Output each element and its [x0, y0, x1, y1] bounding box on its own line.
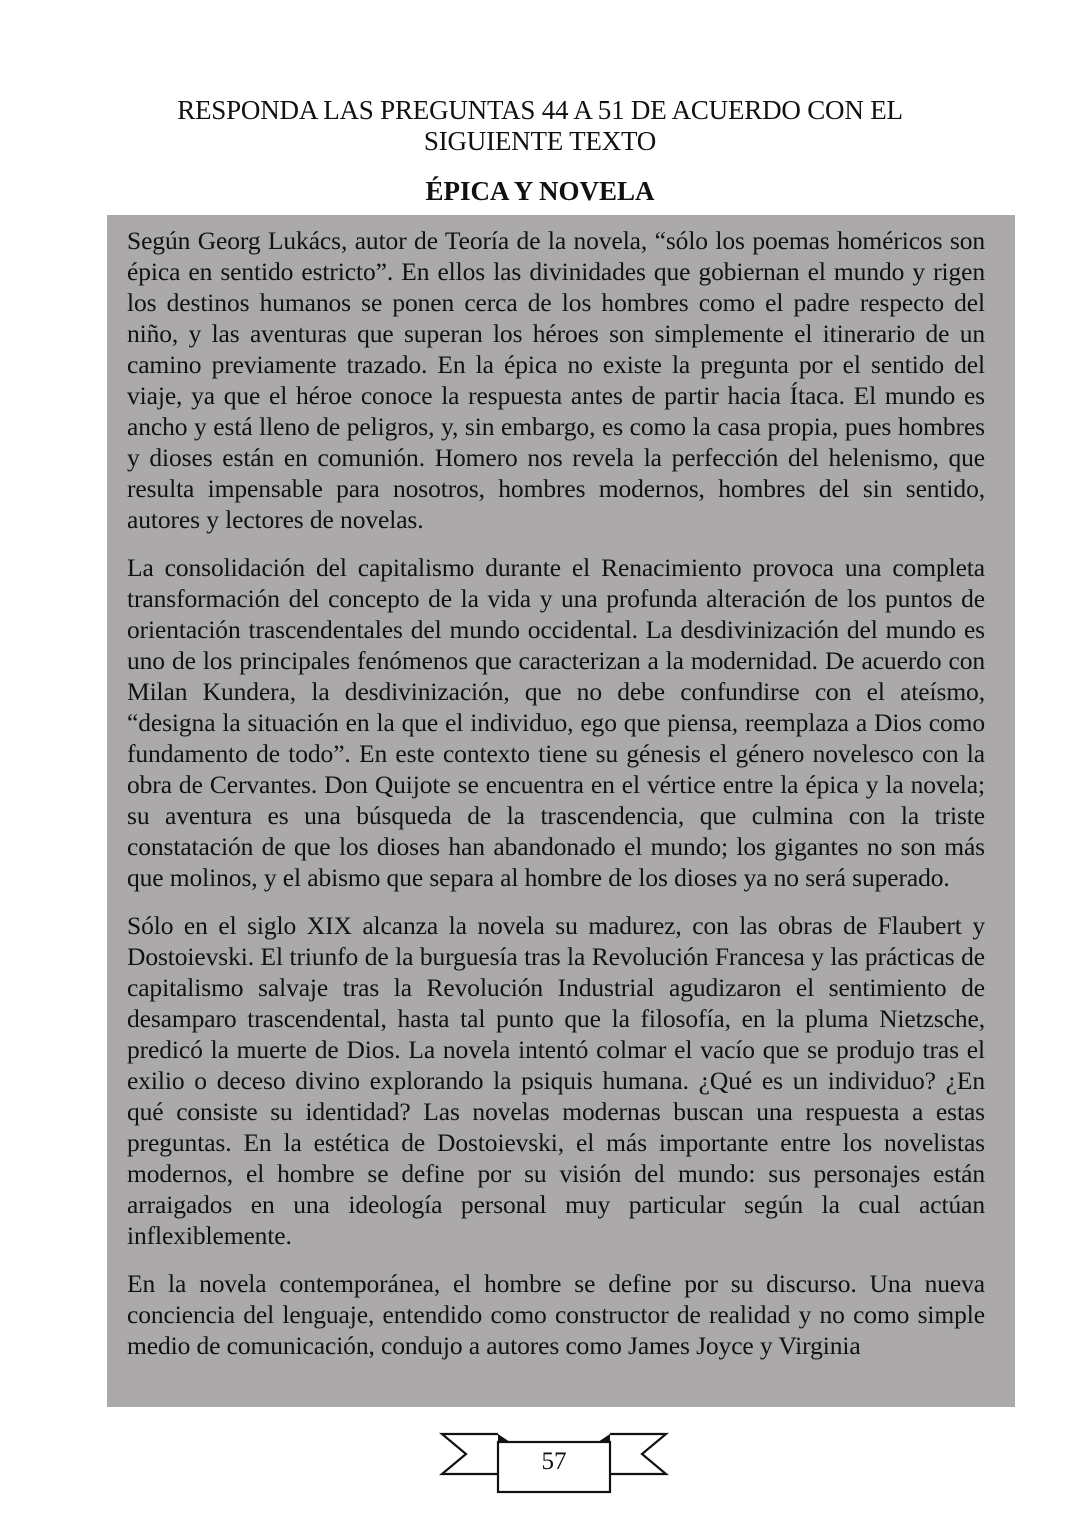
- paragraph-3: Sólo en el siglo XIX alcanza la novela su madurez, con las obras de Flaubert y Dostoievski. El triunfo de la burguesía tras la Revolución Francesa y las prácticas de capitalismo salvaje tras la Revolución Industrial agudizaron el sentimiento de desamparo trascendental, hasta tal punto que la filosofía, en la pluma Nietzsche, predicó la muerte de Dios. La novela intentó colmar el vacío que se produjo tras el exilio o deceso divino explorando la psiquis humana. ¿Qué es un individuo? ¿En qué consiste su identidad? Las novelas modernas buscan una respuesta a estas preguntas. En la estética de Dostoievski, el más importante entre los novelistas modernos, el hombre se define por su visión del mundo: sus personajes están arraigados en una ideología personal muy particular según la cual actúan inflexiblemente.: [127, 911, 985, 1250]
- paragraph-1: Según Georg Lukács, autor de Teoría de la novela, “sólo los poemas homéricos son épica en sentido estricto”. En ellos las divinidades que gobiernan el mundo y rigen los destinos humanos se ponen cerca de los hombres como el padre respecto del niño, y las aventuras que superan los héroes son simplemente el itinerario de un camino previamente trazado. En la épica no existe la pregunta por el sentido del viaje, ya que el héroe conoce la respuesta antes de partir hacia Ítaca. El mundo es ancho y está lleno de peligros, y, sin embargo, es como la casa propia, pues hombres y dioses están en comunión. Homero nos revela la perfección del helenismo, que resulta impensable para nosotros, hombres modernos, hombres del sin sentido, autores y lectores de novelas.: [127, 226, 985, 534]
- text-title: ÉPICA Y NOVELA: [425, 176, 655, 206]
- paragraph-2: La consolidación del capitalismo durante el Renacimiento provoca una completa transformación del concepto de la vida y una profunda alteración de los puntos de orientación trascendentales del mundo occidental. La desdivinización del mundo es uno de los principales fenómenos que caracterizan a la modernidad. De acuerdo con Milan Kundera, la desdivinización, que no debe confundirse con el ateísmo, “designa la situación en la que el individuo, ego que piensa, reemplaza a Dios como fundamento de todo”. En este contexto tiene su génesis el género novelesco con la obra de Cervantes. Don Quijote se encuentra en el vértice entre la épica y la novela; su aventura es una búsqueda de la trascendencia, que culmina con la triste constatación de que los dioses han abandonado el mundo; los gigantes no son más que molinos, y el abismo que separa al hombre de los dioses ya no será superado.: [127, 553, 985, 892]
- instructions-heading-line-2: SIGUIENTE TEXTO: [423, 126, 657, 156]
- paragraph-4: En la novela contemporánea, el hombre se define por su discurso. Una nueva conciencia del lenguaje, entendido como constructor de realidad y no como simple medio de comunicación, condujo a autores como James Joyce y Virginia: [127, 1269, 985, 1360]
- instructions-heading-line-1: RESPONDA LAS PREGUNTAS 44 A 51 DE ACUERDO CON EL: [177, 95, 903, 125]
- reading-text-box: [107, 215, 1015, 1407]
- instructions-heading: [0, 95, 1080, 157]
- page-number: 57: [541, 1448, 567, 1475]
